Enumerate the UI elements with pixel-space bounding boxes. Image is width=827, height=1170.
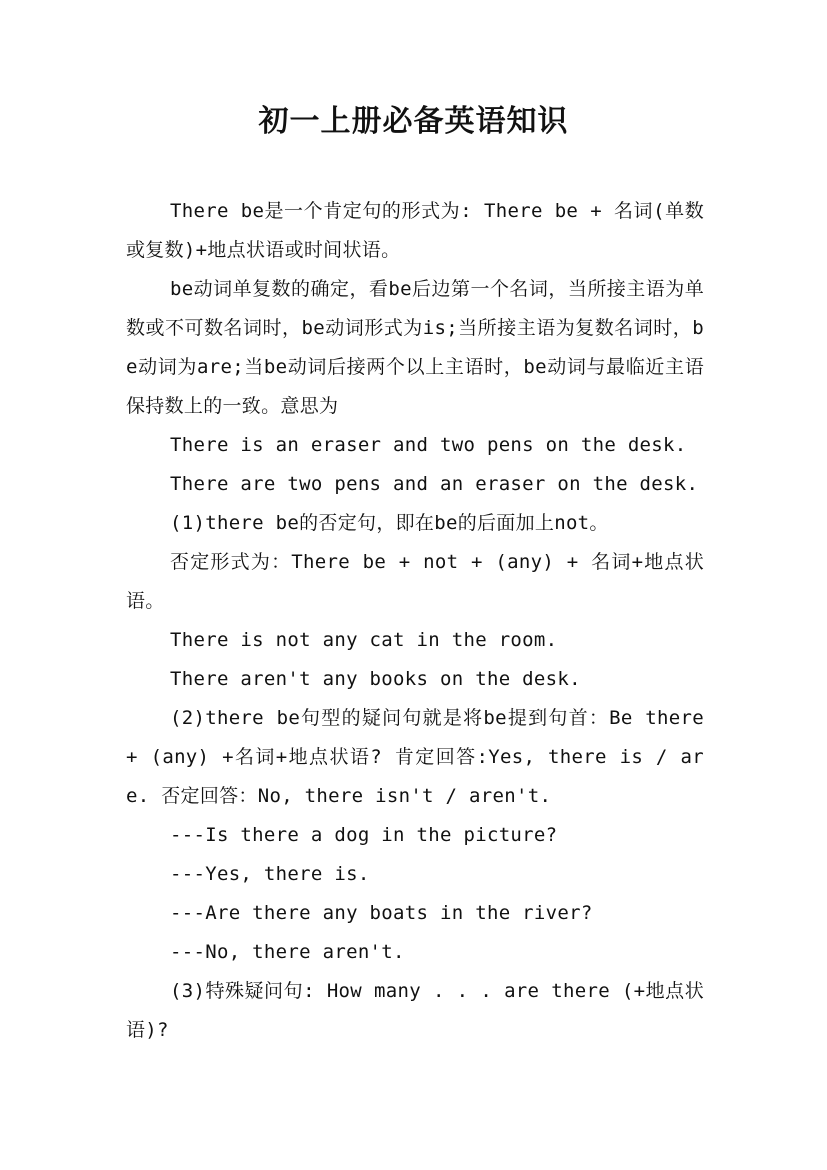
example-sentence: There aren't any books on the desk. xyxy=(170,668,581,690)
example-sentence: There is an eraser and two pens on the desk. xyxy=(170,434,687,456)
paragraph-negative-form: 否定形式为：There be + not + (any) + 名词+地点状语。 xyxy=(126,551,704,612)
dialogue-line: ---Are there any boats in the river? xyxy=(170,902,593,924)
dialogue-line: ---No, there aren't. xyxy=(170,941,405,963)
paragraph-be-agreement: be动词单复数的确定，看be后边第一个名词，当所接主语为单数或不可数名词时，be动词形式为is;当所接主语为复数名词时，be动词为are;当be动词后接两个以上主语时，be动词与最临近主语保持数上的一致。意思为 xyxy=(126,278,704,417)
dialogue-line: ---Yes, there is. xyxy=(170,863,370,885)
example-sentence: There is not any cat in the room. xyxy=(170,629,558,651)
document-title: 初一上册必备英语知识 xyxy=(258,104,569,139)
paragraph-negative-heading: (1)there be的否定句，即在be的后面加上not。 xyxy=(170,512,609,534)
document-body xyxy=(126,192,704,1050)
dialogue-line: ---Is there a dog in the picture? xyxy=(170,824,558,846)
example-sentence: There are two pens and an eraser on the desk. xyxy=(170,473,699,495)
paragraph-special-question: (3)特殊疑问句: How many . . . are there (+地点状语)? xyxy=(126,980,704,1041)
paragraph-there-be-definition: There be是一个肯定句的形式为: There be + 名词(单数或复数)+地点状语或时间状语。 xyxy=(126,200,704,261)
paragraph-question-form: (2)there be句型的疑问句就是将be提到句首：Be there + (any) +名词+地点状语? 肯定回答:Yes, there is / are. 否定回答：No, there isn't / aren't. xyxy=(126,707,704,807)
